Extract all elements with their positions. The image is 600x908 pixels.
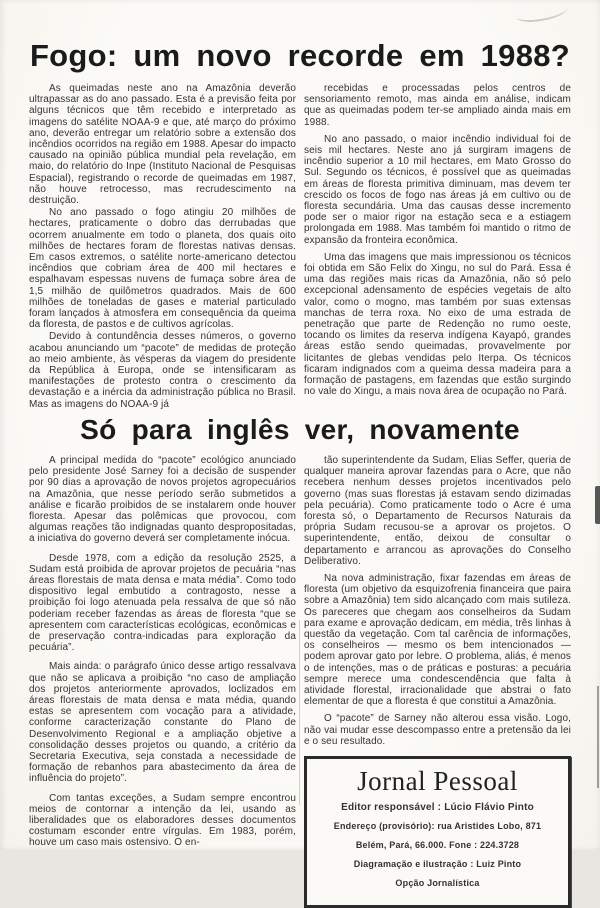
paragraph: recebidas e processadas pelos centros de sensoriamento remoto, mas ainda em análise, indicam que as queimadas podem ter-se ampliado ainda mais em 1988. — [304, 83, 571, 128]
article2-right-column — [304, 455, 571, 908]
paragraph: tão superintendente da Sudam, Elias Seffer, queria de qualquer maneira aprovar fazendas para o Acre, que não recebera nenhum desses projetos incentivados pelo governo (mas suas florestas já estavam sendo dizimadas pela pecuária). Como praticamente todo o Acre é uma foresta só, o Departamento de Recursos Naturais da própria Sudam recusou-se a aprovar os projetos. O superintendente, então, deixou de consultar o departamento e arrancou as aprovações do Conselho Deliberativo. — [304, 454, 571, 567]
paragraph: As queimadas neste ano na Amazônia deverão ultrapassar as do ano passado. Esta é a previsão feita por alguns técnicos que têm recebido e interpretado as imagens do satélite NOAA-9 e que, até março do próximo ano, deverão entregar um relatório sobre a extensão dos incêndios ocorridos na região em 1988. Apesar do impacto causado na opinião pública mundial pela revelação, em maio, do relatório do Inpe (Instituto Nacional de Pesquisas Espacial), registrando o recorde de queimadas em 1987, não houve retrocesso, mas recrudescimento na destruição. — [29, 83, 296, 207]
article1-headline: Fogo: um novo recorde em 1988? — [29, 38, 571, 73]
paragraph: Devido à contundência desses números, o governo acabou anunciando um “pacote” de medidas de proteção ao meio ambiente, às vésperas da viagem do presidente da República à Europa, onde se intensificaram as manifestações de protesto contra o crescimento da devastação e a inércia da administração pública no Brasil. Mas as imagens do NOAA-9 já — [29, 331, 296, 410]
paragraph: Editor responsável : Lúcio Flávio Pinto — [341, 801, 534, 813]
paragraph: Opção Jornalística — [395, 877, 480, 888]
paragraph: Desde 1978, com a edição da resolução 2525, a Sudam está proibida de aprovar projetos de pecuária “nas áreas florestais de mata densa e mata média”. Como todo dispositivo legal embutido a contragosto, nesse a proibição foi logo atenuada pela ressalva de que só não poderiam receber fazendas as áreas de floresta “que se apresentem com características ecológicas, econômicas e de preservação contra-indicadas para exploração da pecuária”. — [29, 552, 296, 654]
article1-right-column — [304, 83, 571, 411]
masthead-info-lines — [311, 801, 564, 890]
article1-left-column — [29, 83, 296, 411]
article2-headline: Só para inglês ver, novamente — [80, 413, 520, 445]
masthead-box — [304, 756, 571, 908]
paragraph: No ano passado o fogo atingiu 20 milhões de hectares, praticamente o dobro das derrubadas que ocorrem anualmente em todo o planeta, dos quais oito milhões de hectares foram de florestas nativas densas. Em casos extremos, o satélite norte-americano detectou incêndios que cobriam área de 400 mil hectares e espalhavam espessas nuvens de fumaça sobre área de 1,5 milhão de quilômetros quadrados. Mais de 600 milhões de toneladas de gases e material particulado foram lançados à atmosfera em consequência da queima da floresta, de pastos e de cultivos agrícolas. — [29, 207, 296, 331]
paragraph: No ano passado, o maior incêndio individual foi de seis mil hectares. Neste ano já surgiram imagens de incêndio superior a 10 mil hectares, em Mato Grosso do Sul. Segundo os técnicos, é possível que as queimadas em áreas de floresta primitiva diminuam, mas devem ter crescido os focos de fogo nas áreas já em cultivo ou de floresta secundária. Uma das causas desse incremento pode ser o maior rigor na estação seca e a estiagem prolongada em 1988. Mas também foi mantido o ritmo de expansão da fronteira econômica. — [304, 133, 571, 246]
article1-body — [0, 83, 600, 411]
article2-left-column — [29, 455, 296, 908]
paragraph: Na nova administração, fixar fazendas em áreas de floresta (um objetivo da esquizofrenia financeira que paira sobre a Amazônia) tem sido alcançado com mais sutileza. Os pareceres que chegam aos conselheiros da Sudam para exame e aprovação dedicam, em média, três linhas à questão da vegetação. Com tal carência de informações, os conselheiros — mesmo os bem intencionados — podem aprovar gato por lebre. O problema, aliás, é menos o de intenções, mas o de práticas e posturas: a pecuária sempre merece uma condescendência que falta à atividade florestal, irracionalidade que abstrai o fato elementar de que a floresta é que constitui a Amazônia. — [304, 572, 571, 708]
paragraph: Uma das imagens que mais impressionou os técnicos foi obtida em São Felix do Xingu, no sul do Pará. Essa é uma das regiões mais ricas da Amazônia, não só pelo excepcional adensamento de espécies vegetais de alto valor, como o mogno, mas também por suas extensas manchas de terra roxa. No eixo de uma estrada de penetração que parte de Redenção no rumo oeste, tocando os limites da reserva indígena Kayapó, grandes áreas estão sendo queimadas, provavelmente por licitantes de glebas vendidas pelo Iterpa. Os técnicos ficaram indignados com a queima dessa madeira para a formação de pastagens, em fazendas que estão surgindo no vale do Xingu, a mais nova área de ocupação no Pará. — [304, 251, 571, 398]
paragraph: O “pacote” de Sarney não alterou essa visão. Logo, não vai mudar esse descompasso entre a pretensão da lei e o seu resultado. — [304, 713, 571, 747]
paragraph: Endereço (provisório): rua Aristides Lobo, 871 — [333, 820, 542, 831]
paragraph: A principal medida do “pacote” ecológico anunciado pelo presidente José Sarney foi a decisão de suspender por 90 dias a aprovação de novos projetos agropecuários na Amazônia, que nesse período serão submetidos a análise e ficarão proibidos de se instalarem onde houver floresta. Apesar das polêmicas que provocou, com algumas reações tão indignadas quanto despropositadas, a iniciativa do governo deverá ser completamente inócua. — [29, 454, 296, 545]
article2-body — [0, 455, 600, 908]
paragraph: Com tantas exceções, a Sudam sempre encontrou meios de contornar a intenção da lei, usando as liberalidades que os elaboradores desses documentos costumam esconder entre vírgulas. Em 1983, porém, houve um caso mais ostensivo. O en- — [29, 792, 296, 849]
paragraph: Belém, Pará, 66.000. Fone : 224.3728 — [355, 839, 520, 850]
paragraph: Diagramação e ilustração : Luiz Pinto — [353, 858, 522, 869]
article2-right-text — [304, 455, 571, 747]
masthead-title: Jornal Pessoal — [357, 765, 518, 796]
paragraph: Mais ainda: o parágrafo único desse artigo ressalvava que não se aplicava a proibição “no caso de ampliação dos projetos anteriormente aprovados, loclizados em áreas florestais de mata densa e mata média, quando estas se apresentem com vocação para a atividade, conforme caracterização constante do Plano de Desenvolvimento Regional e a ampliação objetive a consolidação desses projetos ou quando, a critério da Secretaria Executiva, seja constada a necessidade de formação de rebanhos para abastecimento da área de influência do projeto”. — [29, 661, 296, 785]
